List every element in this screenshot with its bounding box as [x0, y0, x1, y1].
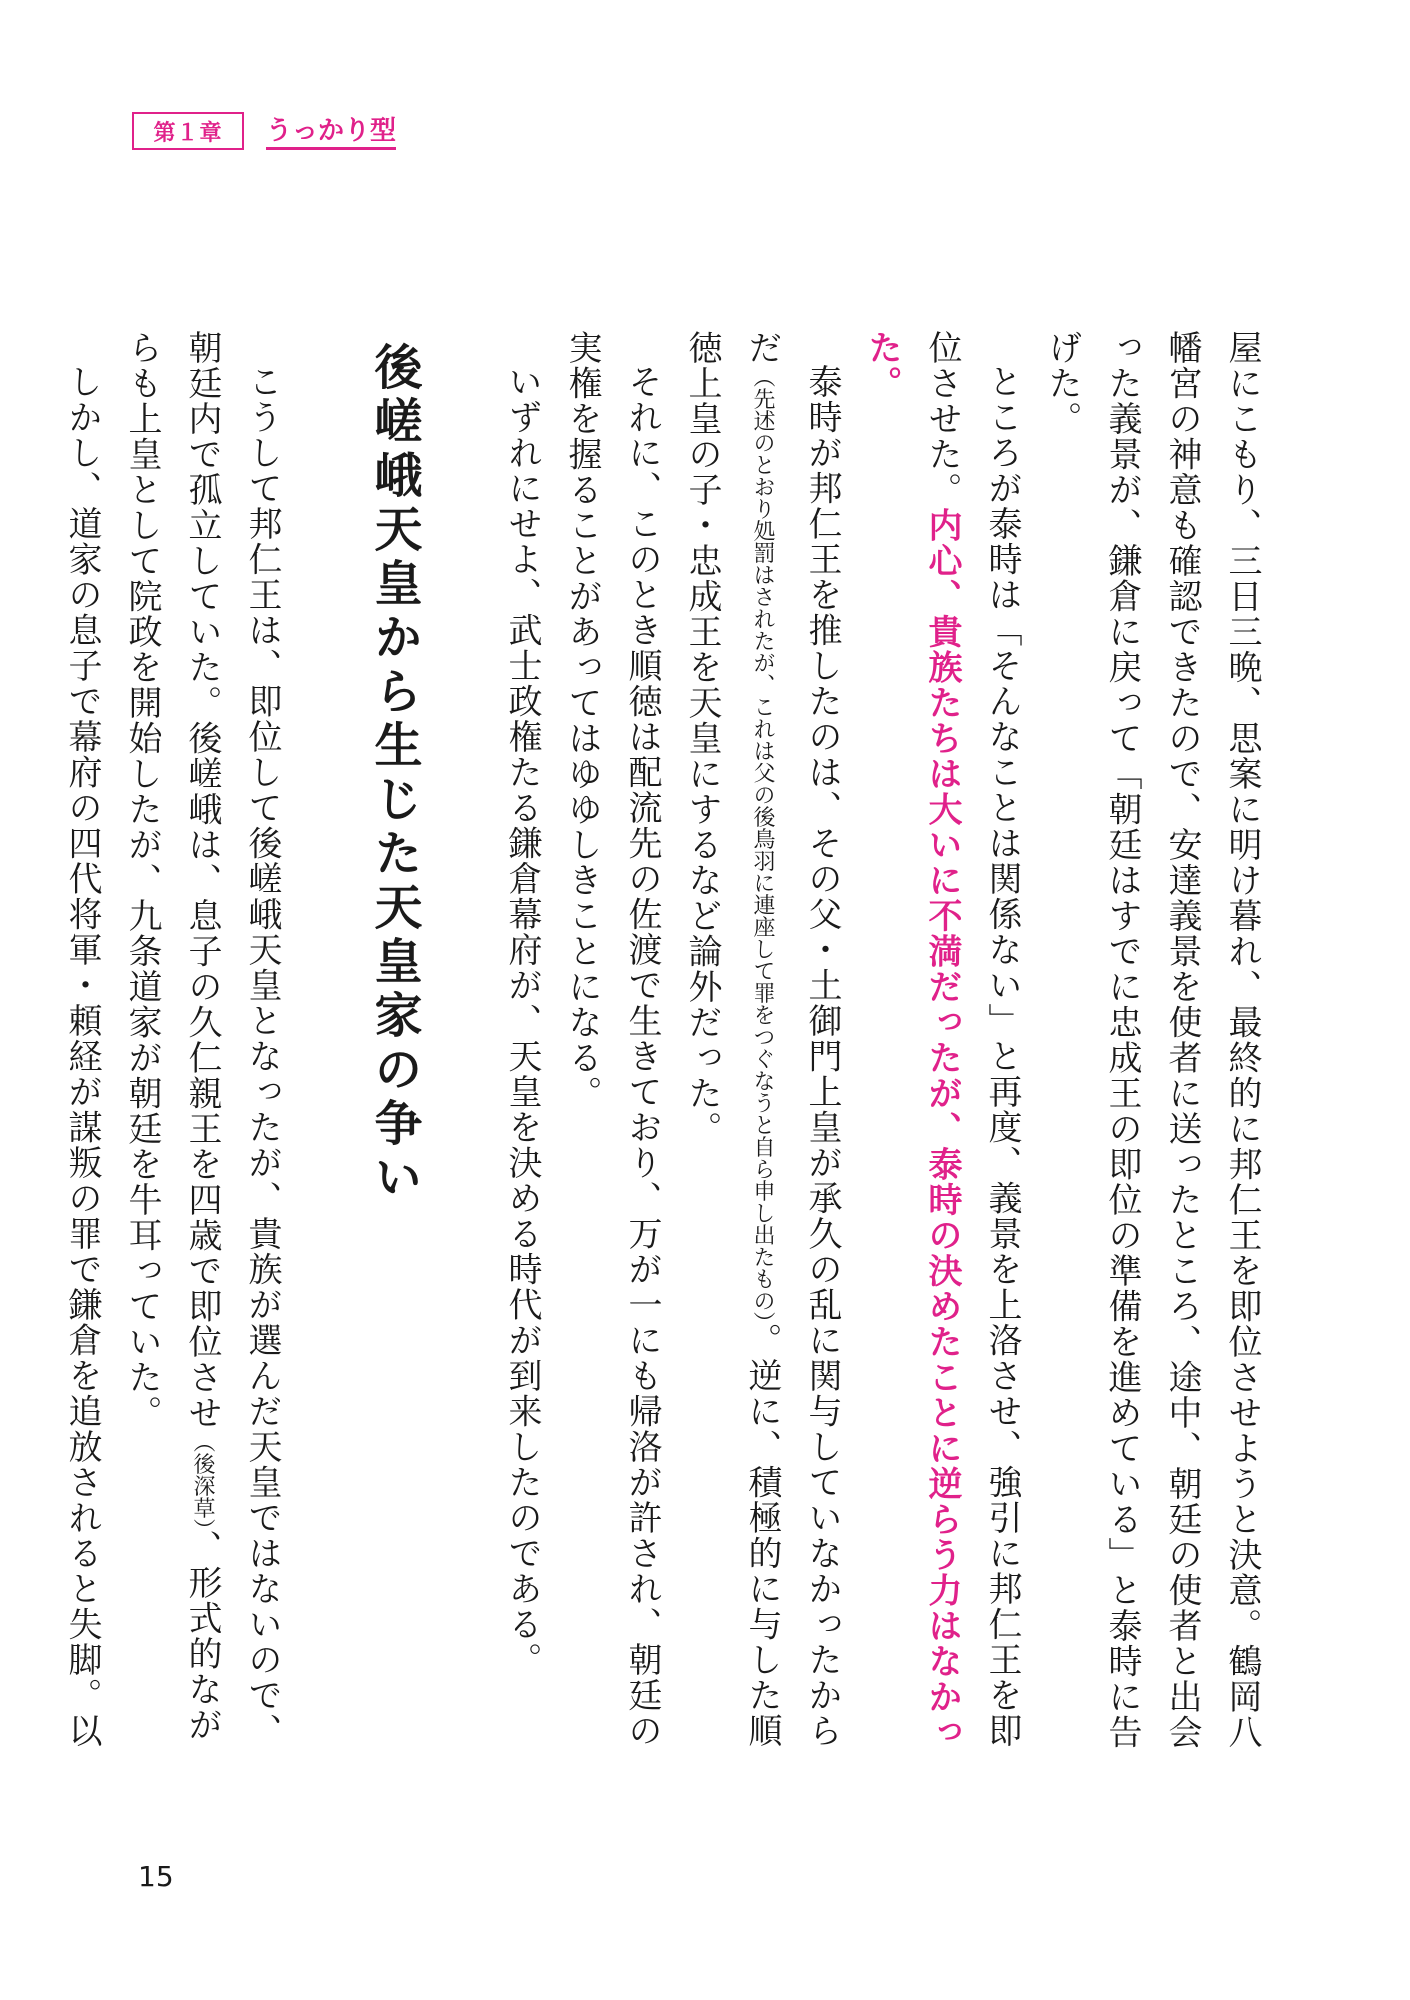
body-text [52, 330, 1272, 1760]
highlighted-text: 内心、貴族たちは大いに不満だったが、泰時の決めたことに逆らう力はなかった。 [862, 330, 962, 1750]
paragraph [112, 330, 292, 1760]
paragraph [52, 330, 112, 1760]
chapter-label-box [132, 112, 244, 150]
chapter-label: 第１章 [153, 120, 223, 146]
paragraph-text: しかし、道家の息子で幕府の四代将軍・頼経が謀叛の罪で鎌倉を追放されると失脚。以 [62, 364, 102, 1749]
paragraph-text: 泰時が邦仁王を推したのは、その父・土御門上皇が承久の乱に関与していなかったからだ [742, 330, 842, 1749]
paragraph-text: 屋にこもり、三日三晩、思案に明け暮れ、最終的に邦仁王を即位させようと決意。鶴岡八幡宮の神意も確認できたので、安達義景を使者に送ったところ、途中、朝廷の使者と出会った義景が、鎌倉に戻って「朝廷はすでに忠成王の即位の準備を進めている」と泰時に告げた。 [1042, 330, 1262, 1750]
paragraph-text: ところが泰時は「そんなことは関係ない」と再度、義景を上洛させ、強引に邦仁王を即位させた。 [922, 330, 1022, 1749]
paragraph [492, 330, 552, 1760]
page-number: 15 [138, 1860, 174, 1893]
paragraph [552, 330, 672, 1760]
paragraph-text: 、形式的ながらも上皇として院政を開始したが、九条道家が朝廷を牛耳っていた。 [122, 330, 222, 1743]
paragraph [672, 330, 852, 1760]
paragraph [852, 330, 1032, 1760]
paragraph-text: 。逆に、積極的に与した順徳上皇の子・忠成王を天皇にするなど論外だった。 [682, 330, 782, 1749]
section-heading: 後嵯峨天皇から生じた天皇家の争い [366, 342, 422, 1206]
paragraph [1032, 330, 1272, 1760]
chapter-title: うっかり型 [266, 112, 396, 150]
paragraph-text: こうして邦仁王は、即位して後嵯峨天皇となったが、貴族が選んだ天皇ではないので、朝廷内で孤立していた。後嵯峨は、息子の久仁親王を四歳で即位させ [182, 330, 282, 1749]
paragraph-text: それに、このとき順徳は配流先の佐渡で生きており、万が一にも帰洛が許され、朝廷の実権を握ることがあってはゆゆしきことになる。 [562, 330, 662, 1749]
paragraph-text: いずれにせよ、武士政権たる鎌倉幕府が、天皇を決める時代が到来したのである。 [502, 364, 542, 1678]
inline-note: （後深草） [190, 1430, 215, 1530]
inline-note: （先述のとおり処罰はされたが、これは父の後鳥羽に連座して罪をつぐなうと自ら申し出たもの） [750, 365, 775, 1323]
